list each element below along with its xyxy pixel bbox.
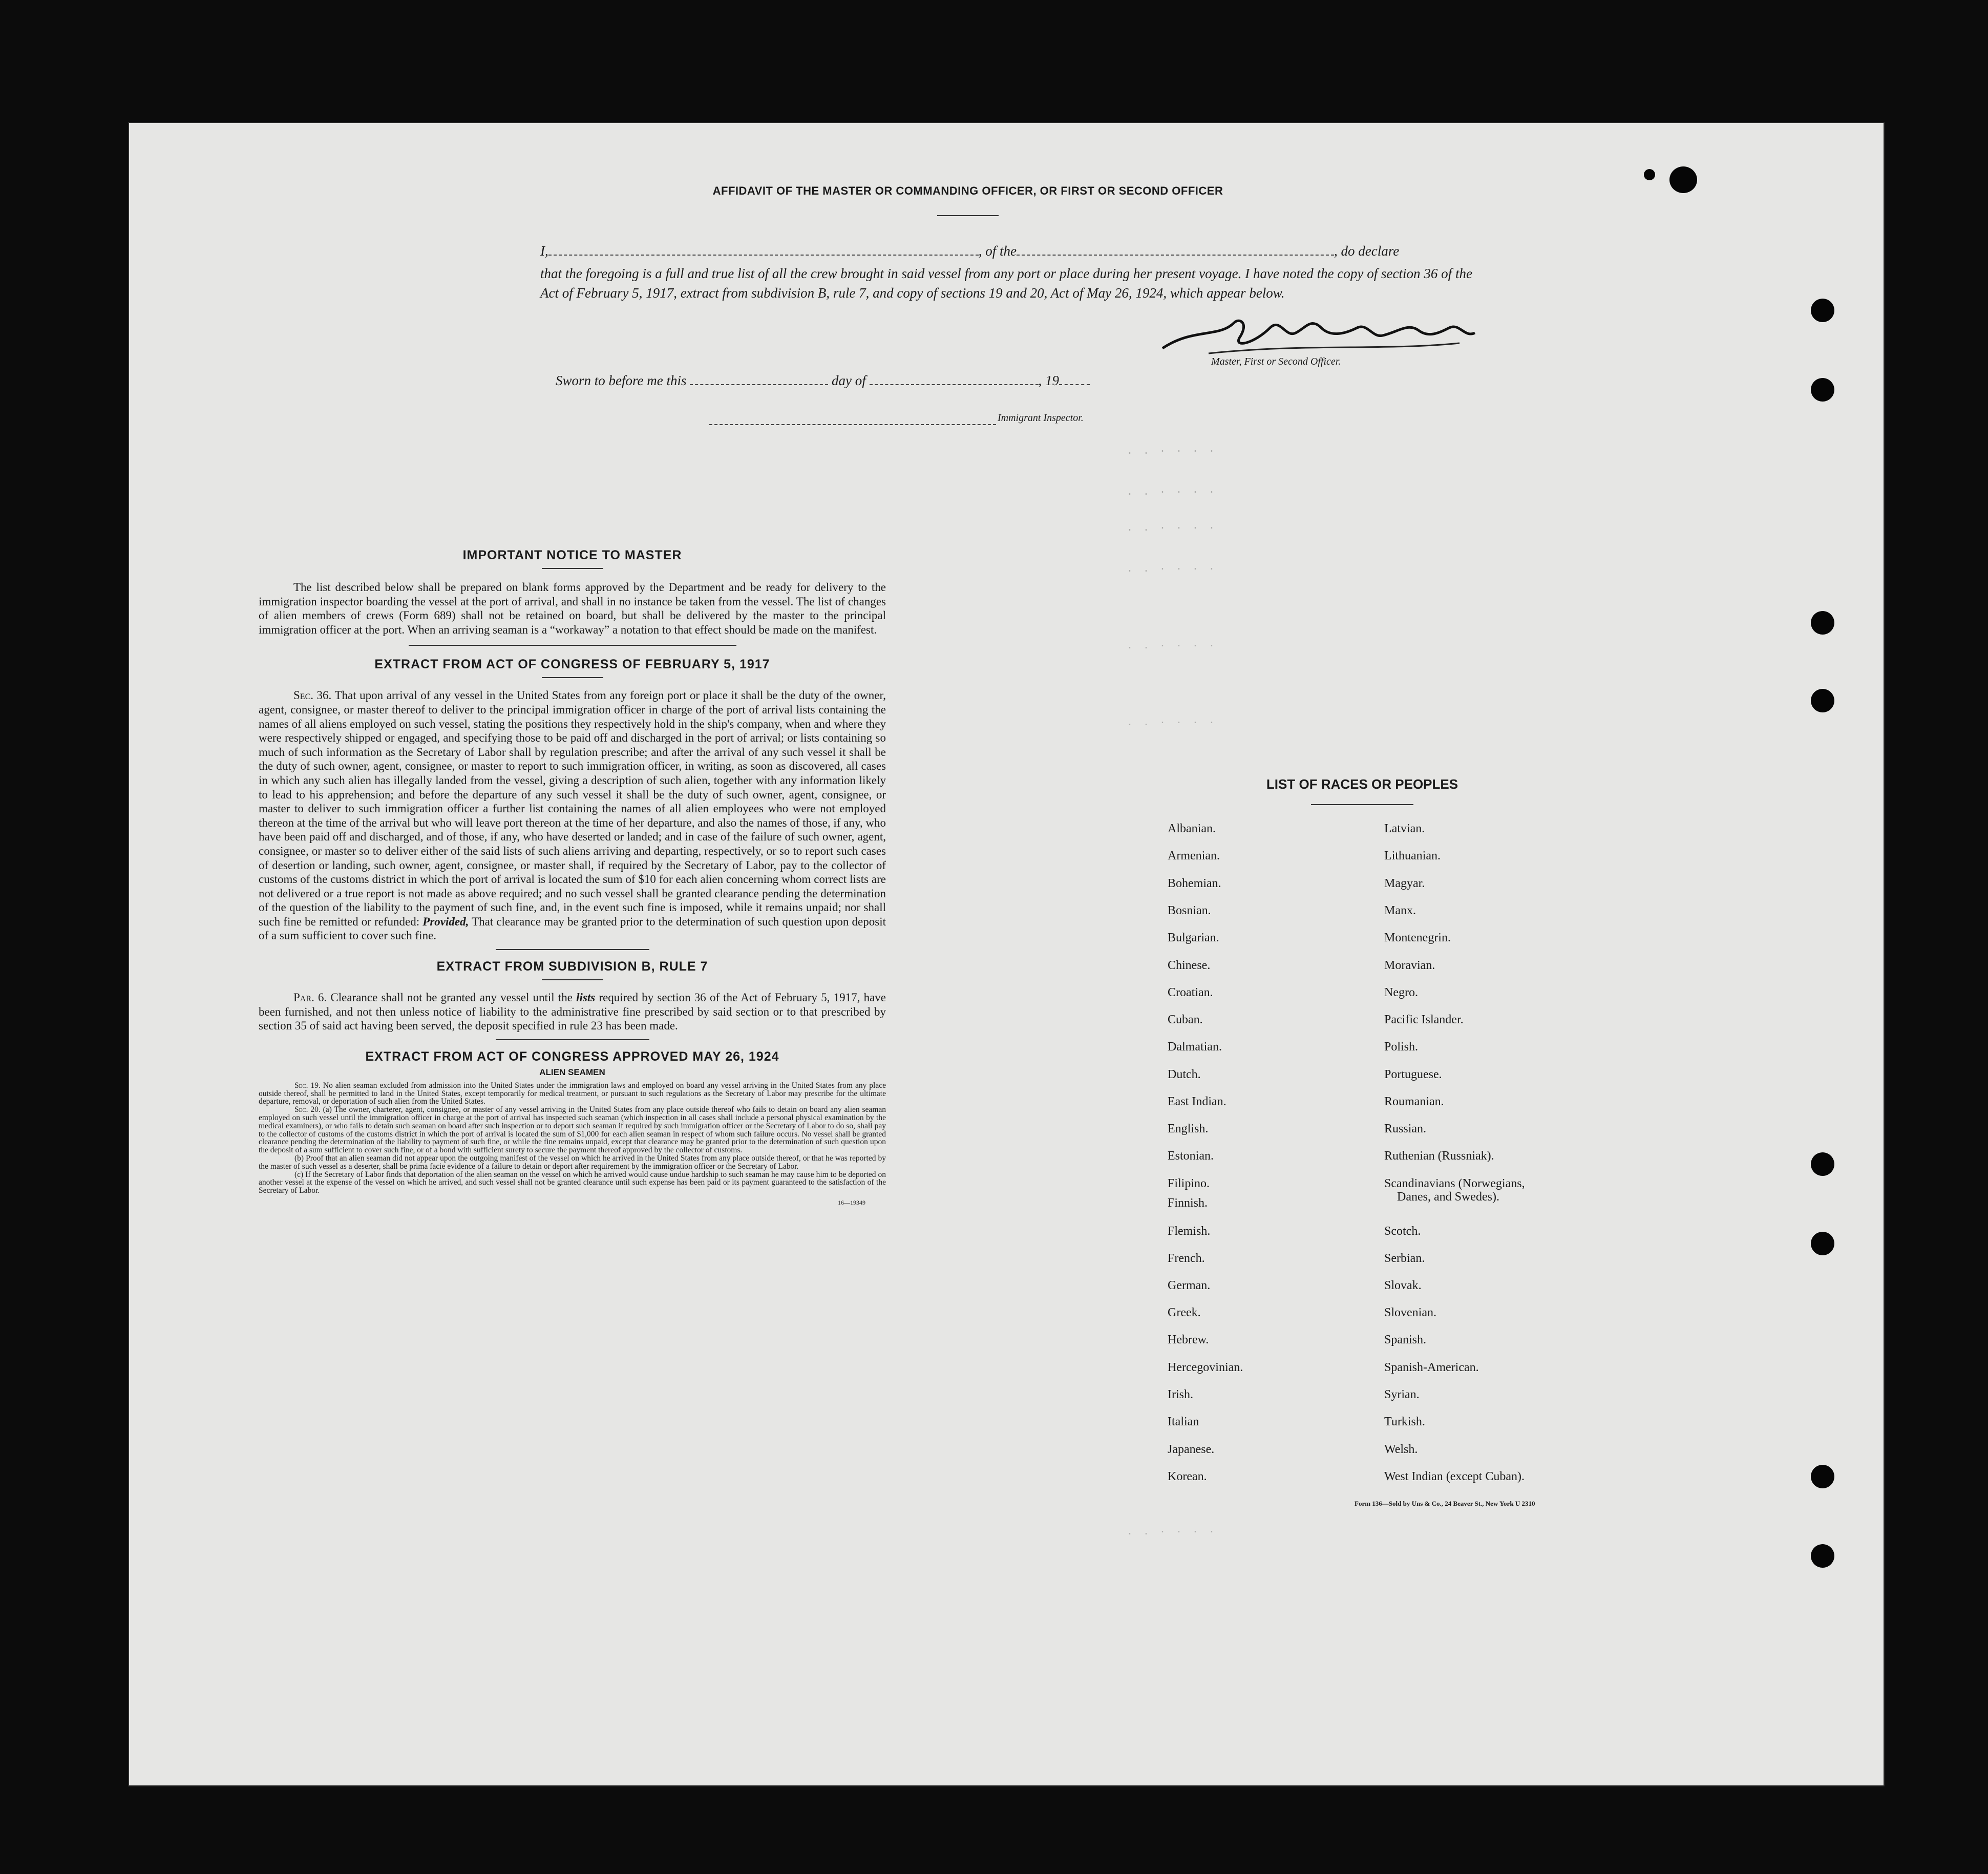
divider [496, 1039, 649, 1040]
binder-hole [1811, 1544, 1834, 1568]
sec-20a-body: (a) The owner, charterer, agent, consignee, or master of any vessel arriving in the United States from any place outside thereof who fails to detain on board any alien seaman employed on such vessel until the immigration officer in charge at the port of arrival has inspected such seaman (which inspection in all cases shall include a personal physical examination by the medical examiners), or who fails to detain such seaman on board after such inspection or to deport such seaman if required by such immigration officer or the Secretary of Labor to do so, shall pay to the collector of customs of the customs district in which the port of arrival is located the sum of $1,000 for each alien seaman in respect of whom such failure occurs. No vessel shall be granted clearance pending the determination of the liability to payment of such fine, or while the fine remains unpaid, except that clearance may be granted prior to the determination of such question upon the deposit of a sum sufficient to cover such fine, or of a bond with sufficient surety to secure the payment thereof approved by the collector of customs. [259, 1105, 886, 1155]
race-item: Croatian. [1168, 986, 1213, 999]
bleed-through-mark: . . · · · · [1127, 563, 1217, 575]
sec-20-label: Sec. 20. [294, 1105, 321, 1114]
lists-word: lists [576, 991, 596, 1004]
form-note: Form 136—Sold by Uns & Co., 24 Beaver St., New York U 2310 [1355, 1500, 1535, 1507]
divider [542, 677, 603, 678]
extract-1917-text [259, 688, 886, 943]
race-item: Albanian. [1168, 822, 1216, 835]
race-item: Syrian. [1384, 1388, 1420, 1401]
affidavit-body: that the foregoing is a full and true list of all the crew brought in said vessel from any port or place during her present voyage. I have noted the copy of section 36 of the Act of February 5, 1917, extract from subdivision B, rule 7, and copy of sections 19 and 20, Act of May 26, 1924, which appear below. [540, 266, 1472, 301]
binder-hole [1811, 1232, 1834, 1255]
divider [496, 949, 649, 950]
affidavit-declare: do declare [1341, 243, 1400, 259]
race-item: Estonian. [1168, 1149, 1214, 1163]
sec-36-proviso-text: That clearance may be granted prior to the determination of such question upon deposit of a sum sufficient to cover such fine. [259, 915, 886, 942]
race-item: Japanese. [1168, 1443, 1215, 1456]
sec-20b-text: (b) Proof that an alien seaman did not appear upon the outgoing manifest of the vessel on which he arrived in the United States from any place outside thereof, or that he was reported by the master of such vessel as a deserter, shall be prima facie evidence of a failure to detain or deport after requirement by the immigration officer or the Secretary of Labor. [259, 1154, 886, 1171]
printer-code: 16—19349 [838, 1199, 865, 1206]
race-item: Greek. [1168, 1306, 1201, 1319]
divider [937, 215, 999, 216]
sec-20a-text [259, 1106, 886, 1154]
race-item: Turkish. [1384, 1415, 1425, 1428]
race-item: Slovak. [1384, 1279, 1422, 1292]
sec-19-body: No alien seaman excluded from admission into the United States under the immigration laws and employed on board any vessel arriving in the United States from any place outside thereof, shall be permitted to land in the United States, except temporarily for medical treatment, or pursuant to such regulations as the Secretary of Labor may prescribe for the ultimate departure, removal, or deportation of such alien from the United States. [259, 1081, 886, 1106]
blank-name [548, 255, 979, 256]
race-item: Hebrew. [1168, 1333, 1209, 1346]
divider [1311, 804, 1413, 805]
race-item: English. [1168, 1122, 1209, 1135]
binder-hole [1811, 1152, 1834, 1176]
race-item: Roumanian. [1384, 1095, 1444, 1108]
notice-text: The list described below shall be prepared on blank forms approved by the Department and be ready for delivery to the immigration inspector boarding the vessel at the port of arrival, and shall in no instance be taken from the vessel. The list of changes of alien members of crews (Form 689) shall not be retained on board, but shall be delivered by the master to the principal immigration officer at the port. When an arriving seaman is a “workaway” a notation to that effect should be made on the manifest. [259, 581, 886, 636]
blank-year [1059, 384, 1090, 385]
race-item: Hercegovinian. [1168, 1361, 1243, 1374]
extract-rule7-title: EXTRACT FROM SUBDIVISION B, RULE 7 [436, 959, 708, 974]
race-item: Portuguese. [1384, 1068, 1442, 1081]
bleed-through-mark: . . · · · · [1127, 640, 1217, 652]
par-6-text-a: Clearance shall not be granted any vessel until the [330, 991, 573, 1004]
race-item: East Indian. [1168, 1095, 1226, 1108]
signature-caption: Master, First or Second Officer. [1211, 356, 1341, 367]
blank-month [870, 384, 1039, 385]
race-item: Moravian. [1384, 959, 1435, 972]
race-item: Armenian. [1168, 849, 1220, 862]
race-item: Slovenian. [1384, 1306, 1436, 1319]
sec-19-label: Sec. 19. [294, 1081, 321, 1090]
race-item: Serbian. [1384, 1252, 1425, 1265]
race-item: Korean. [1168, 1470, 1207, 1483]
blank-day [690, 384, 828, 385]
race-item: Manx. [1384, 904, 1416, 917]
blank-vessel [1017, 255, 1334, 256]
affidavit-line-1: I, , of the , do declare [540, 243, 1400, 259]
extract-1917-title: EXTRACT FROM ACT OF CONGRESS OF FEBRUARY 5, 1917 [374, 657, 770, 672]
extract-rule7-text [259, 991, 886, 1033]
left-column [259, 548, 886, 1207]
race-item: Chinese. [1168, 959, 1211, 972]
race-item: Lithuanian. [1384, 849, 1441, 862]
bleed-through-mark: . . · · · · [1127, 446, 1217, 457]
races-title: LIST OF RACES OR PEOPLES [1266, 776, 1458, 792]
binder-hole [1811, 378, 1834, 402]
par-6-label: Par. 6. [293, 991, 327, 1004]
race-item: Finnish. [1168, 1196, 1208, 1210]
race-item: Dutch. [1168, 1068, 1201, 1081]
race-item: Ruthenian (Russniak). [1384, 1149, 1494, 1163]
extract-1924-subtitle: ALIEN SEAMEN [539, 1067, 605, 1077]
signature [1152, 307, 1485, 364]
sec-36-label: Sec. 36. [293, 689, 332, 702]
sworn-prefix: Sworn to before me this [556, 373, 687, 388]
binder-hole [1811, 611, 1834, 635]
race-item: Italian [1168, 1415, 1199, 1428]
race-item: Magyar. [1384, 877, 1425, 890]
race-item: Flemish. [1168, 1225, 1211, 1238]
race-item: Latvian. [1384, 822, 1425, 835]
sec-19-text [259, 1082, 886, 1106]
race-item: Filipino. [1168, 1177, 1210, 1190]
race-item: Scandinavians (Norwegians, [1384, 1177, 1525, 1190]
proviso-word: Provided, [422, 915, 469, 928]
race-item: German. [1168, 1279, 1211, 1292]
bleed-through-mark: . . · · · · [1127, 487, 1217, 498]
race-item: Danes, and Swedes). [1397, 1190, 1499, 1204]
sworn-year: 19 [1045, 373, 1059, 388]
bleed-through-mark: . . · · · · [1127, 1526, 1217, 1538]
race-item: Spanish-American. [1384, 1361, 1479, 1374]
binder-hole [1644, 169, 1655, 180]
inspector-caption: Immigrant Inspector. [998, 412, 1084, 424]
race-item: Montenegrin. [1384, 931, 1451, 944]
sworn-day: day of [832, 373, 866, 388]
race-item: Polish. [1384, 1040, 1419, 1054]
race-item: West Indian (except Cuban). [1384, 1470, 1525, 1483]
bleed-through-mark: . . · · · · [1127, 522, 1217, 534]
race-item: Dalmatian. [1168, 1040, 1222, 1054]
bleed-through-mark: . . · · · · [1127, 717, 1217, 729]
race-item: Irish. [1168, 1388, 1193, 1401]
race-item: Spanish. [1384, 1333, 1427, 1346]
divider [542, 568, 603, 569]
race-item: French. [1168, 1252, 1205, 1265]
binder-hole [1811, 299, 1834, 322]
race-item: Negro. [1384, 986, 1418, 999]
sec-36-text: That upon arrival of any vessel in the United States from any foreign port or place it shall be the duty of the owner, agent, consignee, or master thereof to deliver to the principal immigration officer in charge of the port of arrival lists containing the names of all aliens employed on such vessel, stating the positions they respectively hold in the ship's company, when and where they were respectively shipped or engaged, and specifying those to be paid off and discharged in the port of arrival; or lists containing so much of such information as the Secretary of Labor shall by regulation prescribe; and after the arrival of any such vessel it shall be the duty of such owner, agent, consignee, or master to report to such immigration officer, in writing, as soon as discovered, all cases in which any such alien has illegally landed from the vessel, giving a description of such alien, together with any information likely to lead to his apprehension; and before the departure of any such vessel it shall be the duty of such owner, agent, consignee, or master to deliver to such immigration officer a further list containing the names of all alien employees who were not employed thereon at the time of the arrival but who will leave port thereon at the time of her departure, and also the names of those, if any, who have been paid off and discharged, and of those, if any, who have deserted or landed; and in case of the failure of such owner, agent, consignee, or master so to deliver either of the said lists of such aliens arriving and departing, respectively, or so to report such cases of desertion or landing, such owner, agent, consignee, or master shall, if required by the Secretary of Labor, pay to the collector of customs of the customs district in which the port of arrival is located the sum of $10 for each alien concerning whom correct lists are not delivered or a true report is not made as above required; and no such vessel shall be granted clearance pending the determination of the question of the liability to the payment of such fine, and, in the event such fine is imposed, while it remains unpaid; nor shall such fine be remitted or refunded: [259, 689, 886, 928]
race-item: Bulgarian. [1168, 931, 1219, 944]
race-item: Russian. [1384, 1122, 1427, 1135]
binder-hole [1811, 1465, 1834, 1488]
divider [409, 645, 736, 646]
affidavit-title: AFFIDAVIT OF THE MASTER OR COMMANDING OFFICER, OR FIRST OR SECOND OFFICER [712, 184, 1223, 197]
race-item: Welsh. [1384, 1443, 1418, 1456]
race-item: Bosnian. [1168, 904, 1211, 917]
extract-1924-title: EXTRACT FROM ACT OF CONGRESS APPROVED MAY 26, 1924 [365, 1049, 779, 1064]
sworn-line: Sworn to before me this day of , 19 [556, 373, 1090, 389]
race-item: Bohemian. [1168, 877, 1221, 890]
affidavit-of-the: of the [985, 243, 1017, 259]
binder-hole [1669, 166, 1697, 193]
affidavit-i: I, [540, 243, 548, 259]
divider [542, 979, 603, 980]
notice-title: IMPORTANT NOTICE TO MASTER [462, 548, 682, 562]
race-item: Scotch. [1384, 1225, 1421, 1238]
race-item: Pacific Islander. [1384, 1013, 1464, 1026]
par-6-text-b: required by section 36 of the Act of February 5, 1917, have been furnished, and not then unless notice of liability to the administrative fine prescribed by said section or to that prescribed by section 35 of said act having been served, the deposit specified in rule 23 has been made. [259, 991, 886, 1033]
race-item: Cuban. [1168, 1013, 1203, 1026]
binder-hole [1811, 689, 1834, 712]
sec-20c-text: (c) If the Secretary of Labor finds that deportation of the alien seaman on the vessel on which he arrived would cause undue hardship to such seaman he may cause him to be deported on another vessel at the expense of the vessel on which he arrived, and such vessel shall not be granted clearance until such expense has been paid or its payment guaranteed to the satisfaction of the Secretary of Labor. [259, 1170, 886, 1195]
blank-inspector [709, 424, 996, 425]
